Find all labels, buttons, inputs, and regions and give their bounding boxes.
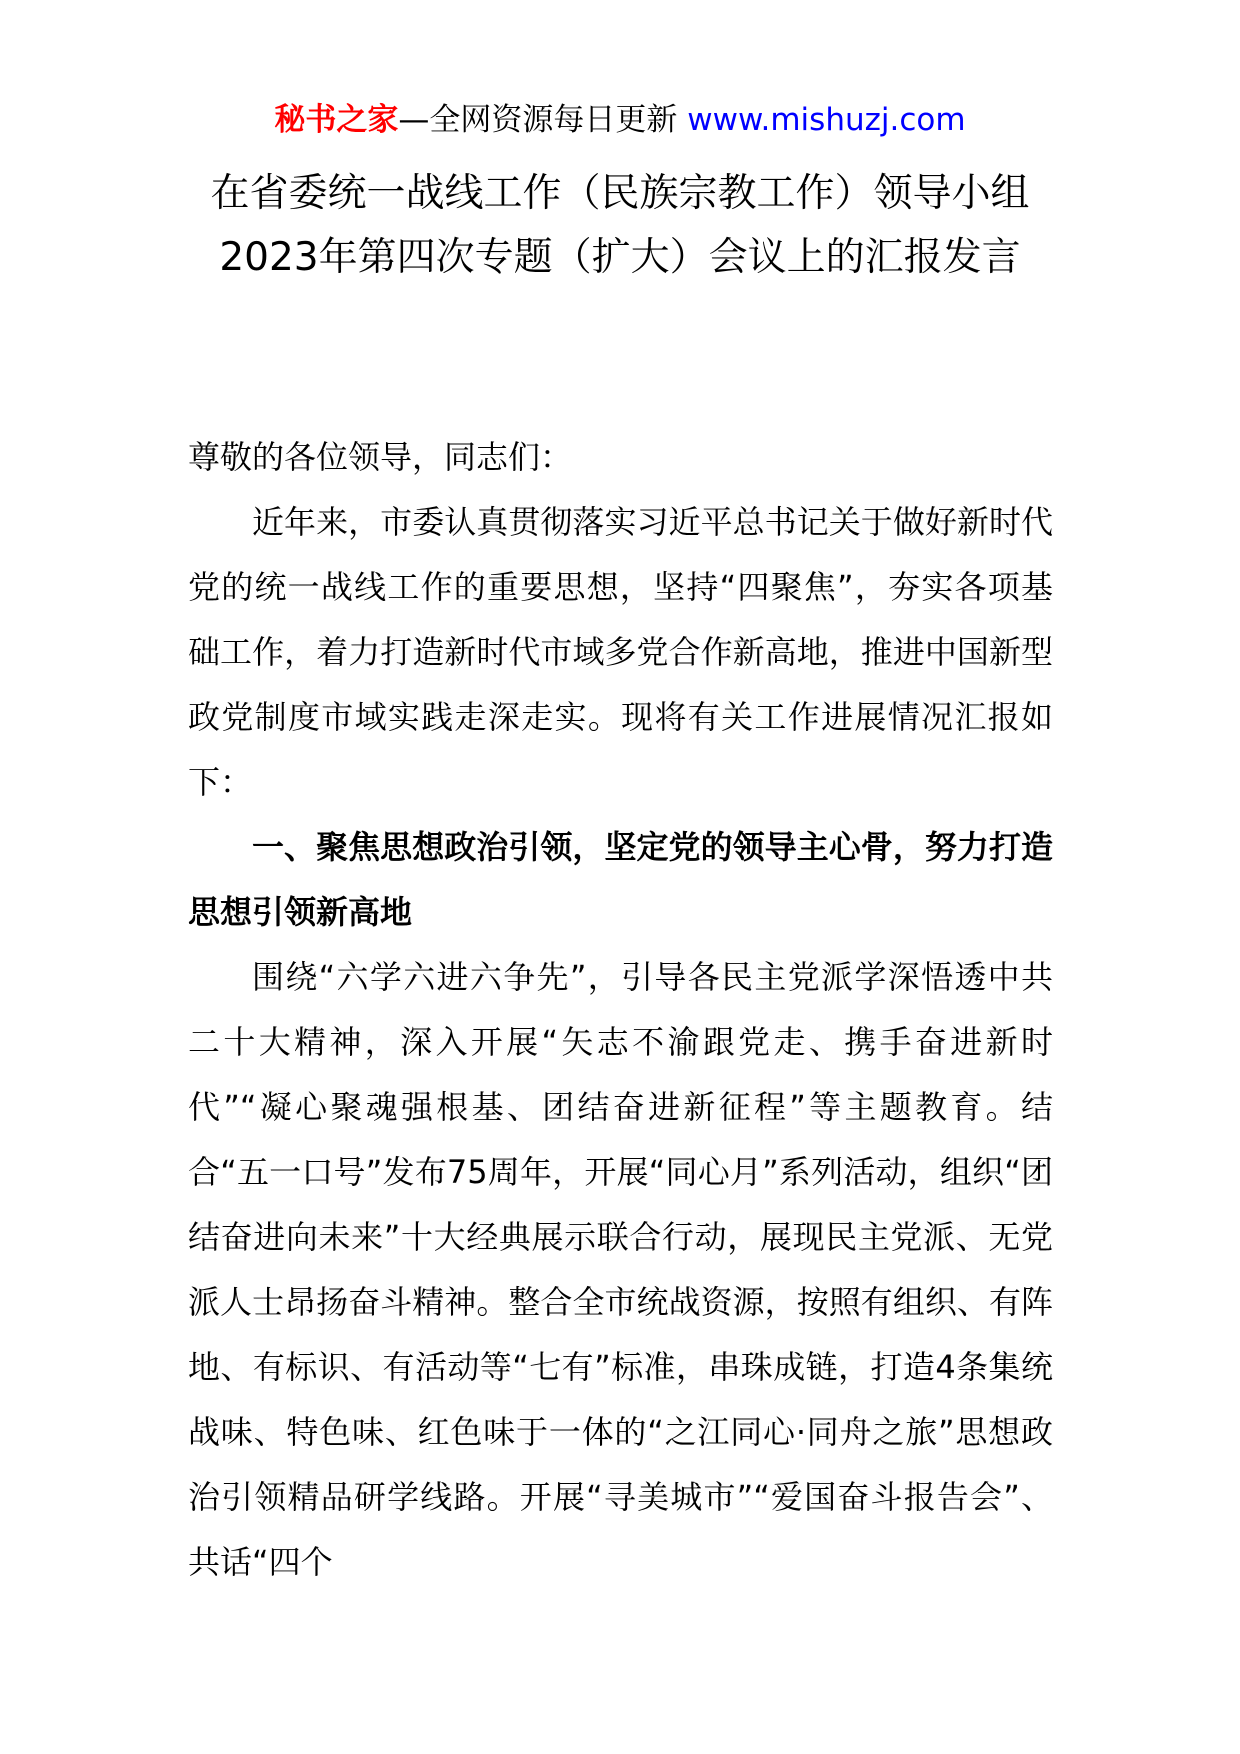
site-brand: 秘书之家	[274, 102, 399, 138]
site-url[interactable]: www.mishuzj.com	[687, 102, 966, 138]
document-title: 在省委统一战线工作（民族宗教工作）领导小组2023年第四次专题（扩大）会议上的汇报发言	[210, 171, 1030, 280]
section-paragraph: 围绕“六学六进六争先”，引导各民主党派学深悟透中共二十大精神，深入开展“矢志不渝跟党走、携手奋进新时代”“凝心聚魂强根基、团结奋进新征程”等主题教育。结合“五一口号”发布75周年，开展“同心月”系列活动，组织“团结奋进向未来”十大经典展示联合行动，展现民主党派、无党派人士昂扬奋斗精神。整合全市统战资源，按照有组织、有阵地、有标识、有活动等“七有”标准，串珠成链，打造4条集统战味、特色味、红色味于一体的“之江同心·同舟之旅”思想政治引领精品研学线路。开展“寻美城市”“爱国奋斗报告会”、共话“四个	[188, 958, 1053, 1581]
site-banner	[0, 100, 1240, 140]
salutation: 尊敬的各位领导，同志们：	[188, 438, 573, 476]
document-body	[188, 425, 1053, 1595]
section-heading: 一、聚焦思想政治引领，坚定党的领导主心骨，努力打造思想引领新高地	[188, 828, 1053, 931]
intro-paragraph: 近年来，市委认真贯彻落实习近平总书记关于做好新时代党的统一战线工作的重要思想，坚持“四聚焦”，夯实各项基础工作，着力打造新时代市域多党合作新高地，推进中国新型政党制度市域实践走深走实。现将有关工作进展情况汇报如下：	[188, 503, 1053, 801]
site-tagline: —全网资源每日更新	[398, 102, 678, 138]
